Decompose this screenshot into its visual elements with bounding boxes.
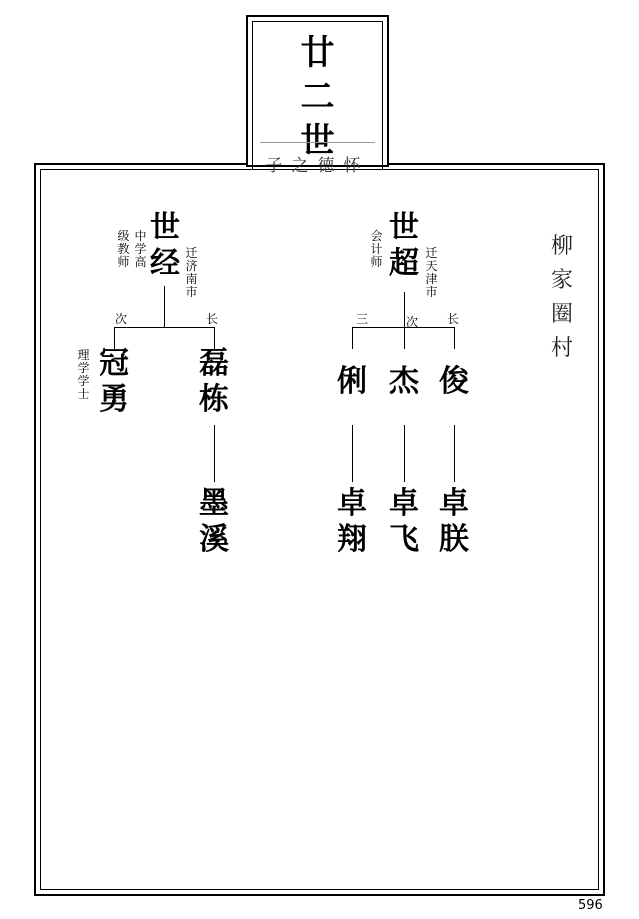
village-label xyxy=(549,230,575,366)
genealogy-frame-inner xyxy=(40,169,599,890)
person-zhuozhen: 卓 朕 xyxy=(439,486,469,557)
connector-line xyxy=(454,327,455,349)
connector-line xyxy=(454,425,455,482)
person-shijing: 世 经 xyxy=(150,210,180,281)
generation-subtitle: 子之德怀 xyxy=(265,156,370,176)
note-shijing-title-b: 中 学 高 xyxy=(134,229,147,269)
person-zhuofei: 卓 飞 xyxy=(389,486,419,557)
connector-line xyxy=(114,327,215,328)
person-guanyong: 冠 勇 xyxy=(99,346,129,417)
person-zhuoxiang: 卓 翔 xyxy=(337,486,367,557)
connector-line xyxy=(352,327,353,349)
genealogy-frame xyxy=(34,163,605,896)
generation-char: 廿 xyxy=(300,33,335,73)
birth-order-label: 次 xyxy=(406,315,419,329)
village-char: 柳 xyxy=(550,234,573,259)
birth-order-label: 次 xyxy=(115,312,128,326)
generation-char: 二 xyxy=(300,77,335,117)
generation-tab xyxy=(246,15,389,176)
note-shichao-title: 会 计 师 xyxy=(370,229,383,269)
connector-line xyxy=(214,425,215,482)
note-guanyong-degree: 理 学 学 士 xyxy=(77,348,90,401)
village-char: 圈 xyxy=(550,302,573,327)
tab-divider xyxy=(260,142,375,143)
generation-char: 世 xyxy=(300,121,335,161)
page-number: 596 xyxy=(578,898,603,913)
connector-line xyxy=(404,425,405,482)
note-shichao-moved: 迁 天 津 市 xyxy=(425,246,438,299)
connector-line xyxy=(404,327,405,349)
village-char: 村 xyxy=(550,336,573,361)
village-char: 家 xyxy=(550,268,573,293)
birth-order-label: 长 xyxy=(447,312,460,326)
person-shichao: 世 超 xyxy=(389,210,419,281)
note-shijing-title-a: 级 教 师 xyxy=(117,229,130,269)
person-jie: 杰 xyxy=(389,364,419,399)
birth-order-label: 三 xyxy=(356,312,369,326)
person-moxi: 墨 溪 xyxy=(199,486,229,557)
generation-title xyxy=(248,31,387,163)
connector-line xyxy=(352,425,353,482)
birth-order-label: 长 xyxy=(206,312,219,326)
person-li: 俐 xyxy=(337,364,367,399)
connector-line xyxy=(164,286,165,328)
note-shijing-moved: 迁 济 南 市 xyxy=(185,246,198,299)
person-leidong: 磊 栋 xyxy=(199,346,229,417)
person-jun: 俊 xyxy=(439,364,469,399)
